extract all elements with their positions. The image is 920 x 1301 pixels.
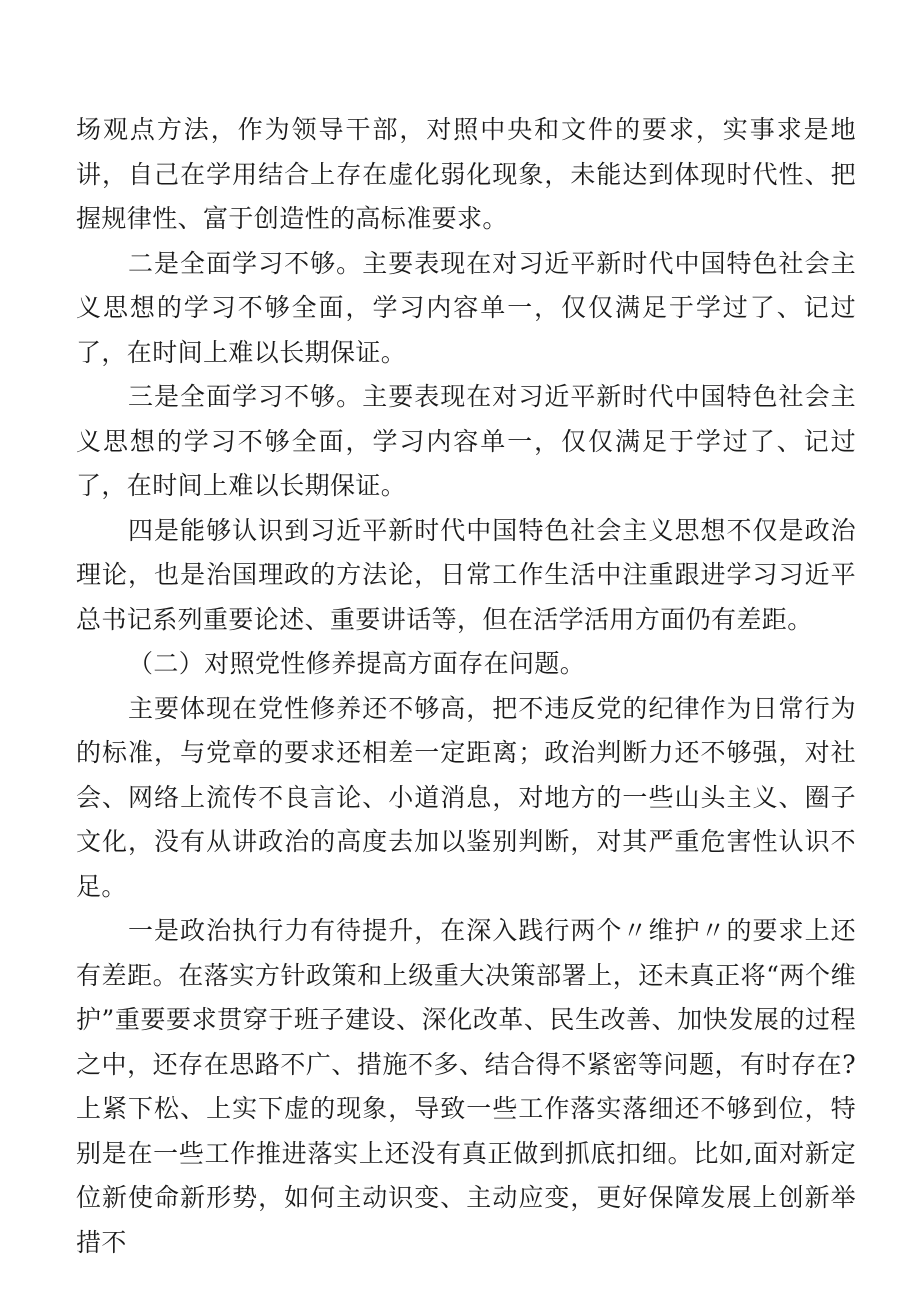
paragraph-point-three: 三是全面学习不够。主要表现在对习近平新时代中国特色社会主义思想的学习不够全面，学习内容单一，仅仅满足于学过了、记过了，在时间上难以长期保证。: [76, 382, 856, 500]
document-body: [76, 108, 856, 1265]
paragraph-point-one: 一是政治执行力有待提升，在深入践行两个〃维护〃的要求上还有差距。在落实方针政策和上级重大决策部署上，还未真正将“两个维护”重要要求贯穿于班子建设、深化改革、民生改善、加快发展的过程之中，还存在思路不广、措施不多、结合得不紧密等问题，有时存在?上紧下松、上实下虚的现象，导致一些工作落实落细还不够到位，特别是在一些工作推进落实上还没有真正做到抓底扣细。比如,面对新定位新使命新形势，如何主动识变、主动应变，更好保障发展上创新举措不: [76, 916, 856, 1257]
paragraph-point-four: 四是能够认识到习近平新时代中国特色社会主义思想不仅是政治理论，也是治国理政的方法论，日常工作生活中注重跟进学习习近平总书记系列重要论述、重要讲话等，但在活学活用方面仍有差距。: [76, 515, 856, 634]
paragraph-section-summary: 主要体现在党性修养还不够高，把不违反党的纪律作为日常行为的标准，与党章的要求还相差一定距离；政治判断力还不够强，对社会、网络上流传不良言论、小道消息，对地方的一些山头主义、圈子文化，没有从讲政治的高度去加以鉴别判断，对其严重危害性认识不足。: [76, 693, 856, 901]
paragraph-point-two: 二是全面学习不够。主要表现在对习近平新时代中国特色社会主义思想的学习不够全面，学习内容单一，仅仅满足于学过了、记过了，在时间上难以长期保证。: [76, 248, 856, 367]
paragraph-continuation: 场观点方法，作为领导干部，对照中央和文件的要求，实事求是地讲，自己在学用结合上存在虚化弱化现象，未能达到体现时代性、把握规律性、富于创造性的高标准要求。: [76, 115, 856, 233]
section-heading-two: （二）对照党性修养提高方面存在问题。: [128, 649, 586, 678]
